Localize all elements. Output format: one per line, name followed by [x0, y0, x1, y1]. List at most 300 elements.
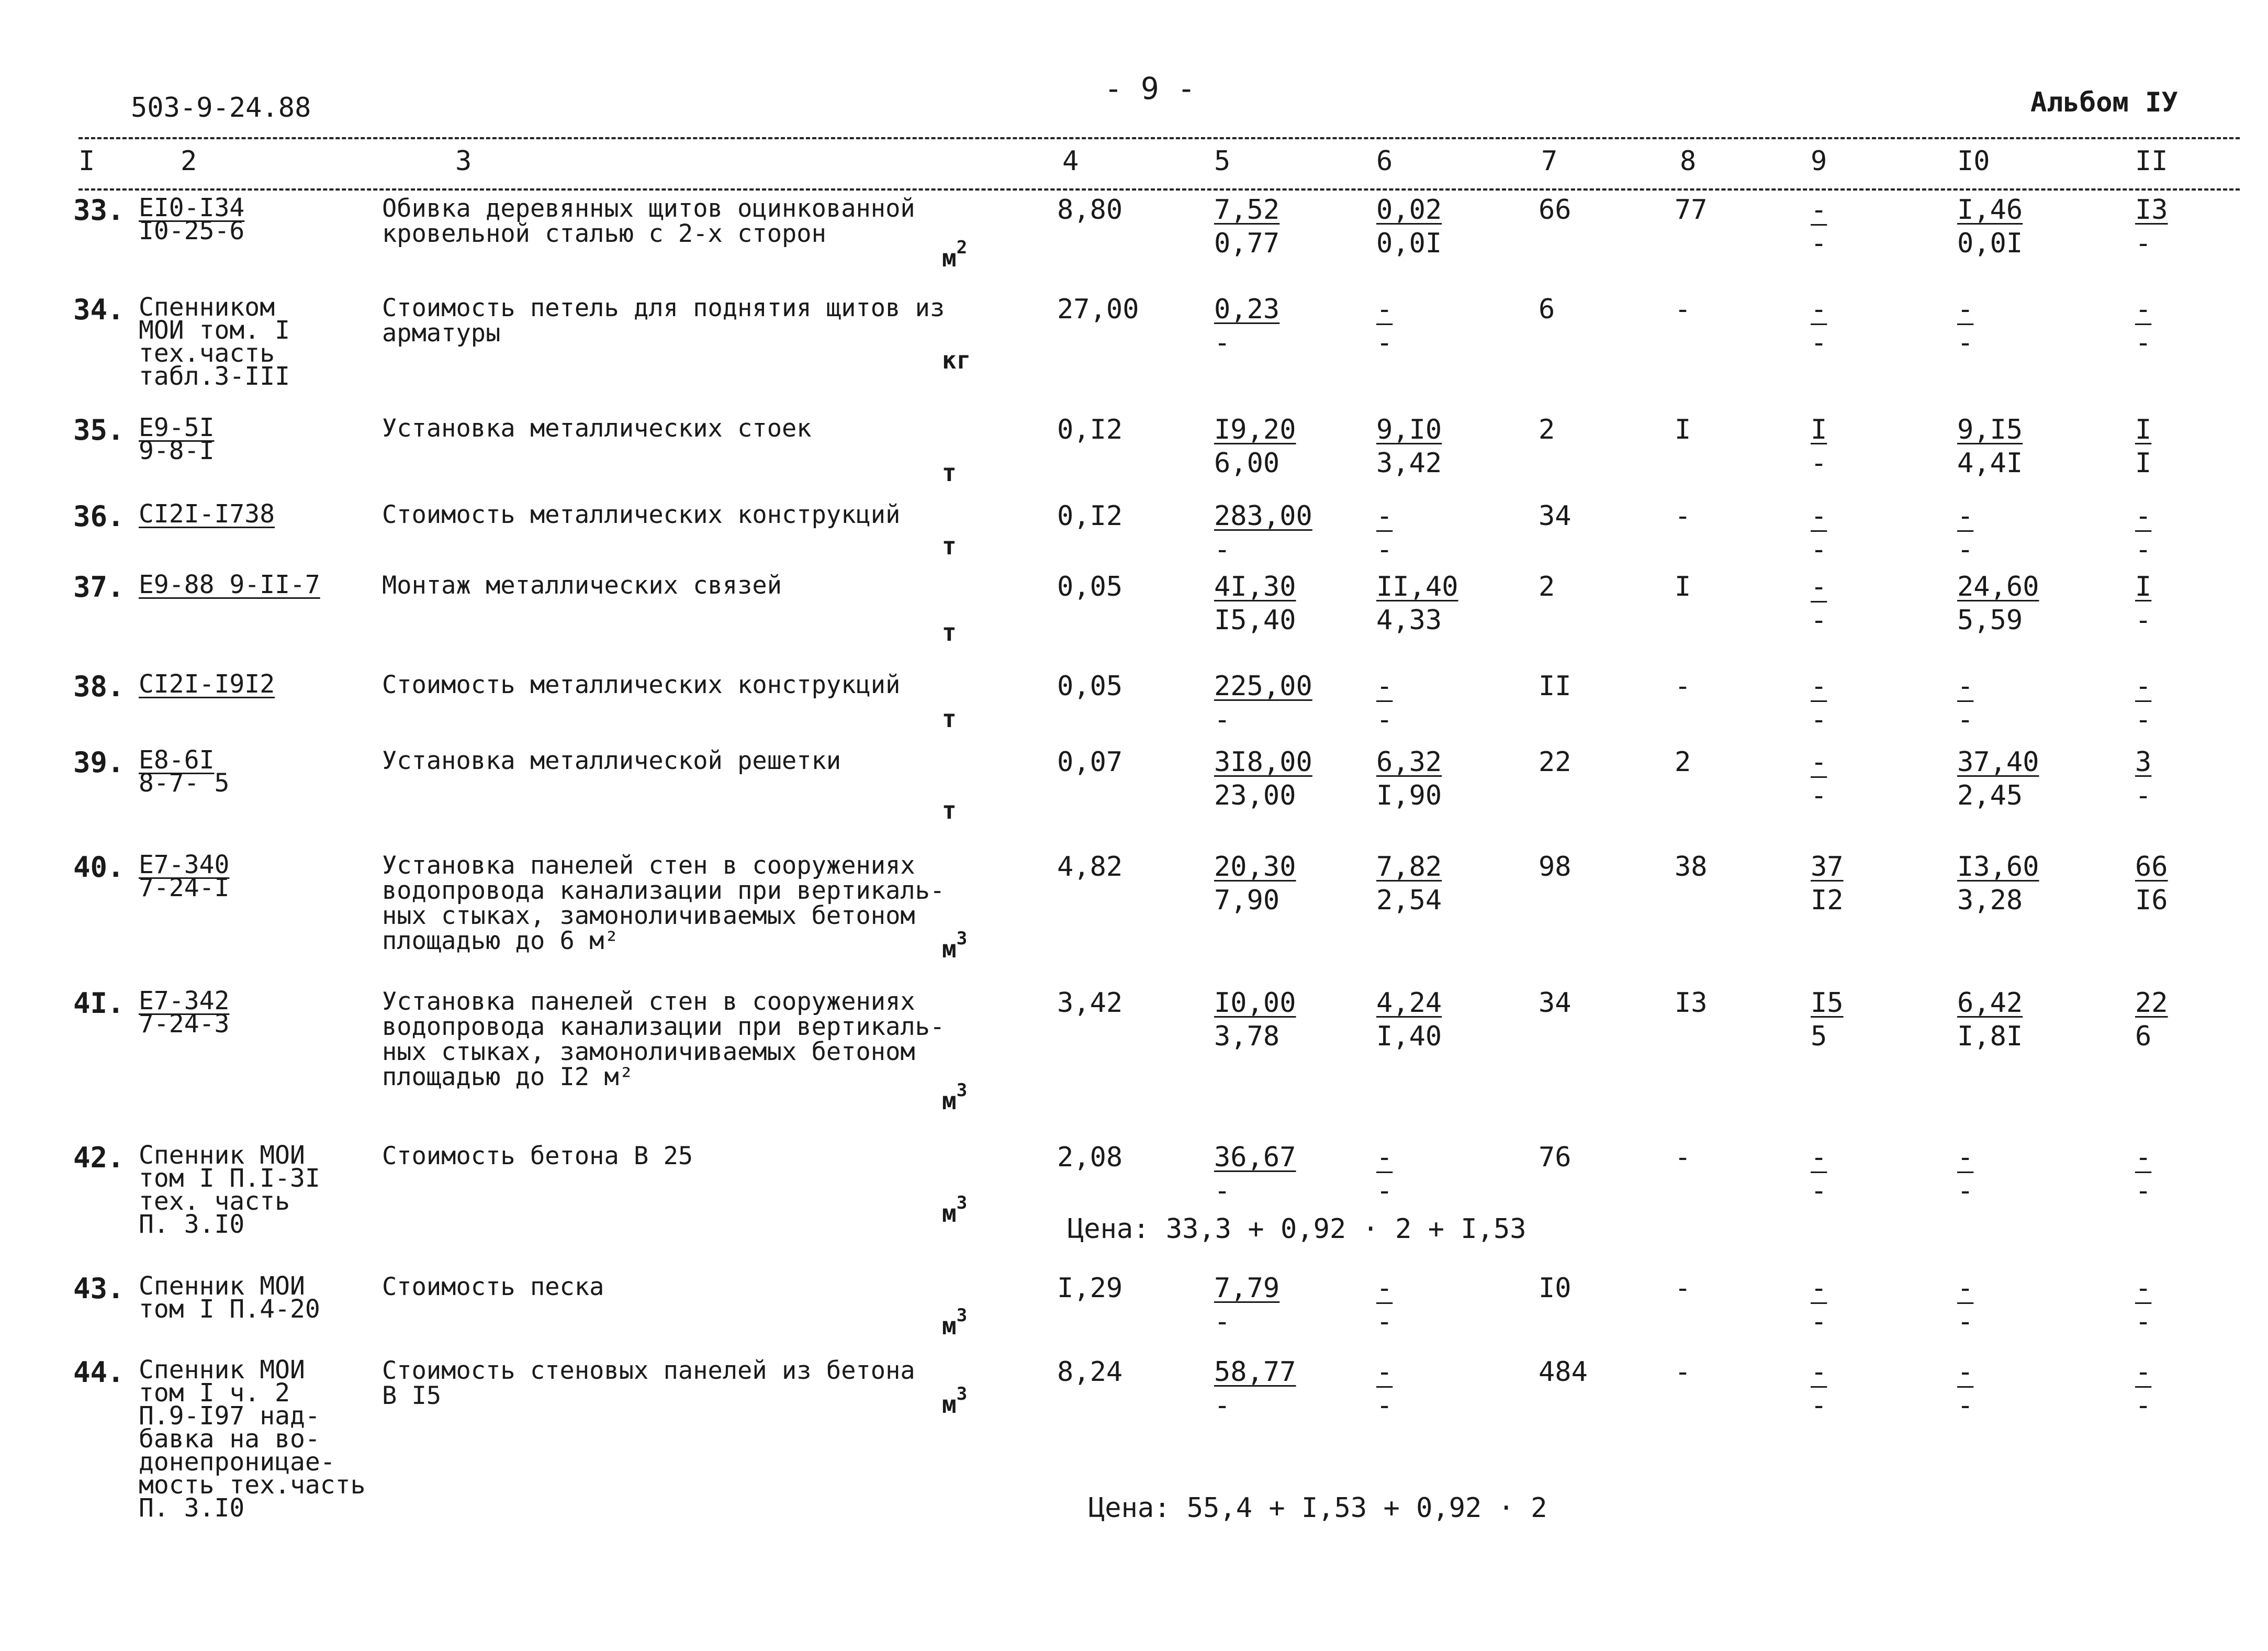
header-bottom-rule	[78, 188, 2240, 191]
row-36-col10-numerator: -	[1957, 500, 1974, 532]
row-43-col5-denominator: -	[1214, 1306, 1231, 1337]
row-42-code-line: тех. часть	[139, 1187, 290, 1216]
row-34-col10-denominator: -	[1957, 327, 1974, 359]
row-33-col6-numerator: 0,02	[1376, 194, 1442, 226]
row-44-code-line: мость тех.часть	[139, 1470, 366, 1500]
row-43-code-line: Спенник МОИ	[139, 1271, 305, 1301]
row-41-col11-denominator: 6	[2135, 1021, 2152, 1052]
row-39-unit-base: т	[942, 796, 957, 824]
row-44-col8: -	[1675, 1356, 1691, 1388]
row-36-col5	[1214, 499, 1312, 566]
row-33-unit	[942, 237, 968, 272]
row-37-col5-denominator: I5,40	[1214, 605, 1296, 636]
row-44-unit	[942, 1384, 968, 1419]
row-43-col11-numerator: -	[2135, 1273, 2152, 1304]
row-35-code	[139, 413, 215, 465]
row-35-unit	[942, 461, 957, 485]
album-label: Альбом IУ	[2030, 87, 2178, 118]
row-44-code-line: бавка на во-	[139, 1424, 320, 1454]
row-44-description-line: Стоимость стеновых панелей из бетона	[382, 1356, 915, 1385]
row-44-col10-denominator: -	[1957, 1390, 1974, 1421]
row-42-code-line: Спенник МОИ	[139, 1141, 305, 1170]
row-37-col10-numerator: 24,60	[1957, 571, 2039, 603]
row-39-col11-numerator: 3	[2135, 746, 2152, 778]
row-40-col5	[1214, 850, 1296, 917]
row-40-col9-denominator: I2	[1811, 885, 1844, 916]
column-heading-7: 7	[1541, 146, 1558, 177]
row-42-col9-denominator: -	[1811, 1175, 1827, 1207]
row-44-col10-numerator: -	[1957, 1356, 1974, 1388]
row-33-col8: 77	[1675, 194, 1708, 226]
row-38-col10-denominator: -	[1957, 704, 1974, 735]
price-note-row-42: Цена: 33,3 + 0,92 · 2 + I,53	[1068, 1213, 1526, 1245]
row-41-col9-numerator: I5	[1811, 987, 1844, 1019]
row-43-col10-denominator: -	[1957, 1306, 1974, 1337]
row-36-col5-numerator: 283,00	[1214, 500, 1312, 532]
row-34-col6	[1376, 293, 1393, 360]
row-33-code	[139, 193, 245, 246]
row-33-col9	[1811, 193, 1827, 260]
row-38-unit-base: т	[942, 705, 957, 733]
row-44-code-line: том I ч. 2	[139, 1378, 290, 1408]
row-41-code-line: 7-24-3	[139, 1009, 230, 1039]
row-41-col10-denominator: I,8I	[1957, 1021, 2023, 1052]
row-44-col11	[2135, 1355, 2151, 1422]
row-40-col10-denominator: 3,28	[1957, 885, 2023, 916]
row-38-col6-denominator: -	[1376, 704, 1393, 735]
row-41-col11	[2135, 986, 2168, 1053]
row-36-col7: 34	[1539, 500, 1571, 532]
row-36-col6-numerator: -	[1376, 500, 1393, 532]
row-37-unit-base: т	[942, 618, 957, 646]
row-41-col5-denominator: 3,78	[1214, 1021, 1280, 1052]
row-43-col8: -	[1675, 1273, 1691, 1304]
row-43-col4: I,29	[1057, 1273, 1123, 1304]
row-43-col6-denominator: -	[1376, 1306, 1393, 1337]
row-35-col6-denominator: 3,42	[1376, 448, 1442, 479]
row-39-col8: 2	[1675, 746, 1691, 778]
row-43-unit	[942, 1305, 968, 1340]
row-39-col4: 0,07	[1057, 746, 1123, 778]
row-43-col9-numerator: -	[1811, 1273, 1827, 1304]
row-35-col10	[1957, 413, 2023, 480]
row-36-col11-numerator: -	[2135, 500, 2152, 532]
row-41-description-line: ных стыках, замоноличиваемых бетоном	[382, 1038, 915, 1066]
row-41-col6-numerator: 4,24	[1376, 987, 1442, 1019]
row-36-code-line: CI2I-I738	[139, 499, 275, 529]
row-39-col10-numerator: 37,40	[1957, 746, 2039, 778]
row-34-code-line: Спенником	[139, 293, 275, 322]
row-41-col9-denominator: 5	[1811, 1021, 1827, 1052]
row-36-description-line: Стоимость металлических конструкций	[382, 500, 901, 529]
row-36-unit	[942, 534, 957, 558]
row-43-col10-numerator: -	[1957, 1273, 1974, 1304]
row-43-col5-numerator: 7,79	[1214, 1273, 1280, 1304]
row-42-col5-denominator: -	[1214, 1175, 1231, 1207]
row-35-col5-numerator: I9,20	[1214, 414, 1296, 445]
row-33-col5	[1214, 193, 1279, 260]
row-37-col10	[1957, 570, 2039, 637]
row-44-col7: 484	[1539, 1356, 1588, 1388]
row-44-code-line: П.9-I97 над-	[139, 1401, 320, 1431]
row-33-col4: 8,80	[1057, 194, 1123, 226]
row-34-unit	[942, 348, 971, 372]
row-38-col4: 0,05	[1057, 671, 1123, 702]
row-39-col9-numerator: -	[1811, 746, 1827, 778]
row-38-col5-denominator: -	[1214, 704, 1231, 735]
row-37-description	[382, 573, 782, 598]
row-33-col11-numerator: I3	[2135, 194, 2168, 226]
row-39-col5	[1214, 745, 1312, 812]
row-36-col9-denominator: -	[1811, 534, 1827, 565]
row-42-code	[139, 1141, 320, 1239]
row-35-col10-numerator: 9,I5	[1957, 414, 2023, 445]
row-37-col4: 0,05	[1057, 571, 1123, 603]
row-41-code-line: E7-342	[139, 986, 230, 1016]
row-37-col9-denominator: -	[1811, 605, 1827, 636]
row-33-col10-denominator: 0,0I	[1957, 228, 2023, 259]
row-39-col5-denominator: 23,00	[1214, 780, 1296, 811]
row-35-col5	[1214, 413, 1296, 480]
row-38-col5-numerator: 225,00	[1214, 671, 1312, 702]
row-42-col8: -	[1675, 1142, 1691, 1173]
row-40-unit	[942, 928, 968, 963]
row-40-code	[139, 850, 230, 902]
row-43-col11-denominator: -	[2135, 1306, 2152, 1337]
row-40-description-line: ных стыках, замоноличиваемых бетоном	[382, 901, 915, 930]
row-41-col8: I3	[1675, 987, 1708, 1019]
row-40-col8: 38	[1675, 851, 1708, 883]
row-44-col6-denominator: -	[1376, 1390, 1393, 1421]
row-33-col7: 66	[1539, 194, 1571, 226]
row-37-col11-denominator: -	[2135, 605, 2152, 636]
row-42-col10-numerator: -	[1957, 1142, 1974, 1173]
row-36-description	[382, 500, 901, 529]
row-38-col11-denominator: -	[2135, 704, 2152, 735]
row-39-col11-denominator: -	[2135, 780, 2152, 811]
row-44-col6-numerator: -	[1376, 1356, 1393, 1388]
row-34-description-line: арматуры	[382, 319, 501, 348]
row-42-col10	[1957, 1141, 1973, 1208]
row-39-code-line: E8-6I	[139, 745, 215, 775]
row-38-col10-numerator: -	[1957, 671, 1974, 702]
row-41-col10	[1957, 986, 2023, 1053]
row-44-col11-denominator: -	[2135, 1390, 2152, 1421]
price-note-row-44: Цена: 55,4 + I,53 + 0,92 · 2	[1088, 1492, 1547, 1524]
row-36-code	[139, 499, 275, 529]
row-42-col4: 2,08	[1057, 1142, 1123, 1173]
row-35-col9-numerator: I	[1811, 414, 1827, 445]
row-41-code	[139, 986, 230, 1039]
row-33-col10	[1957, 193, 2023, 260]
row-38-col10	[1957, 670, 1973, 737]
column-heading-9: 9	[1811, 146, 1827, 177]
row-40-code-line: 7-24-I	[139, 873, 230, 902]
row-44-unit-exponent: 3	[956, 1384, 968, 1404]
row-41-number: 4I.	[73, 987, 125, 1020]
row-43-unit-exponent: 3	[956, 1305, 968, 1326]
row-40-description-line: водопровода канализации при вертикаль-	[382, 876, 945, 905]
row-34-col7: 6	[1539, 294, 1555, 325]
row-44-col5-numerator: 58,77	[1214, 1356, 1296, 1388]
row-39-col10-denominator: 2,45	[1957, 780, 2023, 811]
row-36-unit-base: т	[942, 532, 957, 560]
row-43-col10	[1957, 1271, 1973, 1338]
row-40-description-line: Установка панелей стен в сооружениях	[382, 851, 915, 880]
row-41-unit-base: м	[942, 1087, 957, 1115]
row-44-col11-numerator: -	[2135, 1356, 2152, 1388]
column-heading-5: 5	[1214, 146, 1231, 177]
row-43-number: 43.	[73, 1272, 125, 1305]
row-40-description	[382, 853, 945, 954]
row-44-code	[139, 1355, 366, 1523]
row-42-col9	[1811, 1141, 1827, 1208]
row-35-code-line: 9-8-I	[139, 436, 215, 465]
row-34-col9-numerator: -	[1811, 294, 1827, 325]
row-40-col5-denominator: 7,90	[1214, 885, 1280, 916]
row-39-col10	[1957, 745, 2039, 812]
row-37-code-line: E9-88 9-II-7	[139, 570, 320, 599]
row-40-col9	[1811, 850, 1844, 917]
column-heading-10: I0	[1957, 146, 1990, 177]
row-43-col5	[1214, 1271, 1279, 1338]
row-39-code-line: 8-7- 5	[139, 768, 230, 798]
row-40-col9-numerator: 37	[1811, 851, 1844, 883]
row-44-col9-denominator: -	[1811, 1390, 1827, 1421]
row-41-col11-numerator: 22	[2135, 987, 2168, 1019]
row-41-description-line: водопровода канализации при вертикаль-	[382, 1012, 945, 1041]
row-37-col9-numerator: -	[1811, 571, 1827, 603]
row-38-col11-numerator: -	[2135, 671, 2152, 702]
row-38-number: 38.	[73, 670, 125, 703]
row-36-col4: 0,I2	[1057, 500, 1123, 532]
row-37-number: 37.	[73, 571, 125, 604]
row-39-col9	[1811, 745, 1827, 812]
row-44-code-line: П. 3.I0	[139, 1493, 245, 1523]
row-33-col6-denominator: 0,0I	[1376, 228, 1442, 259]
row-34-code	[139, 293, 290, 391]
row-37-col5-numerator: 4I,30	[1214, 571, 1296, 603]
row-38-col7: II	[1539, 671, 1571, 702]
row-39-col9-denominator: -	[1811, 780, 1827, 811]
row-44-col5-denominator: -	[1214, 1390, 1231, 1421]
row-43-code-line: том I П.4-20	[139, 1295, 320, 1324]
row-33-description	[382, 196, 915, 247]
row-35-col6-numerator: 9,I0	[1376, 414, 1442, 445]
row-38-col9-denominator: -	[1811, 704, 1827, 735]
row-40-col6-denominator: 2,54	[1376, 885, 1442, 916]
row-44-col4: 8,24	[1057, 1356, 1123, 1388]
row-38-code	[139, 670, 275, 699]
row-40-col10	[1957, 850, 2039, 917]
row-44-col9	[1811, 1355, 1827, 1422]
row-44-col9-numerator: -	[1811, 1356, 1827, 1388]
row-35-col9	[1811, 413, 1827, 480]
row-44-description	[382, 1358, 915, 1409]
row-34-code-line: табл.3-III	[139, 362, 290, 391]
row-34-code-line: МОИ том. I	[139, 316, 290, 345]
row-40-col10-numerator: I3,60	[1957, 851, 2039, 883]
row-33-col5-numerator: 7,52	[1214, 194, 1280, 226]
row-41-col5	[1214, 986, 1296, 1053]
row-41-description-line: Установка панелей стен в сооружениях	[382, 987, 915, 1016]
row-35-code-line: E9-5I	[139, 413, 215, 442]
row-37-col11-numerator: I	[2135, 571, 2152, 603]
row-42-col11-numerator: -	[2135, 1142, 2152, 1173]
row-41-description	[382, 989, 945, 1090]
row-42-col11	[2135, 1141, 2151, 1208]
row-38-col6-numerator: -	[1376, 671, 1393, 702]
page-number: - 9 -	[1104, 71, 1196, 106]
row-42-number: 42.	[73, 1141, 125, 1174]
row-36-col6	[1376, 499, 1393, 566]
row-34-description	[382, 296, 945, 346]
row-39-unit	[942, 798, 957, 822]
row-37-col7: 2	[1539, 571, 1555, 603]
row-33-col6	[1376, 193, 1442, 260]
column-heading-2: 2	[181, 146, 197, 177]
header-top-rule	[78, 137, 2240, 139]
row-42-col6-numerator: -	[1376, 1142, 1393, 1173]
row-38-col5	[1214, 670, 1312, 737]
row-34-col6-numerator: -	[1376, 294, 1393, 325]
row-39-description-line: Установка металлической решетки	[382, 746, 841, 775]
row-33-col9-numerator: -	[1811, 194, 1827, 226]
row-39-col6-denominator: I,90	[1376, 780, 1442, 811]
row-35-col11	[2135, 413, 2151, 480]
row-38-col6	[1376, 670, 1393, 737]
row-36-col10-denominator: -	[1957, 534, 1974, 565]
row-39-description	[382, 746, 841, 775]
row-35-col4: 0,I2	[1057, 414, 1123, 445]
column-heading-8: 8	[1680, 146, 1697, 177]
row-35-col9-denominator: -	[1811, 448, 1827, 479]
row-41-col6-denominator: I,40	[1376, 1021, 1442, 1052]
row-41-col5-numerator: I0,00	[1214, 987, 1296, 1019]
row-40-unit-base: м	[942, 935, 957, 963]
row-33-col5-denominator: 0,77	[1214, 228, 1280, 259]
row-43-col6-numerator: -	[1376, 1273, 1393, 1304]
row-34-col4: 27,00	[1057, 294, 1139, 325]
row-42-col10-denominator: -	[1957, 1175, 1974, 1207]
row-39-col7: 22	[1539, 746, 1571, 778]
row-41-col6	[1376, 986, 1442, 1053]
row-35-col7: 2	[1539, 414, 1555, 445]
row-35-col11-numerator: I	[2135, 414, 2152, 445]
row-37-col9	[1811, 570, 1827, 637]
row-38-col9-numerator: -	[1811, 671, 1827, 702]
row-36-col9	[1811, 499, 1827, 566]
row-36-col11-denominator: -	[2135, 534, 2152, 565]
row-40-col6	[1376, 850, 1442, 917]
row-44-code-line: Спенник МОИ	[139, 1355, 305, 1385]
row-41-col7: 34	[1539, 987, 1571, 1019]
column-heading-3: 3	[455, 146, 472, 177]
row-40-col11-numerator: 66	[2135, 851, 2168, 883]
row-33-code-line: I0-25-6	[139, 216, 245, 246]
row-43-col7: I0	[1539, 1273, 1571, 1304]
row-42-col9-numerator: -	[1811, 1142, 1827, 1173]
row-37-unit	[942, 620, 957, 644]
row-44-description-line: В I5	[382, 1381, 442, 1410]
row-33-col11	[2135, 193, 2168, 260]
row-34-col8: -	[1675, 294, 1691, 325]
row-40-unit-exponent: 3	[956, 928, 968, 949]
row-41-col9	[1811, 986, 1844, 1053]
row-38-code-line: CI2I-I9I2	[139, 670, 275, 699]
row-35-col11-denominator: I	[2135, 448, 2152, 479]
row-43-col11	[2135, 1271, 2151, 1338]
row-44-col6	[1376, 1355, 1393, 1422]
row-42-unit	[942, 1192, 968, 1228]
row-41-unit	[942, 1080, 968, 1115]
row-43-description-line: Стоимость песка	[382, 1273, 604, 1301]
row-34-code-line: тех.часть	[139, 339, 275, 368]
row-35-col5-denominator: 6,00	[1214, 448, 1280, 479]
row-33-description-line: Обивка деревянных щитов оцинкованной	[382, 194, 915, 223]
row-36-col11	[2135, 499, 2151, 566]
row-44-col5	[1214, 1355, 1296, 1422]
row-33-col9-denominator: -	[1811, 228, 1827, 259]
row-35-description	[382, 416, 812, 441]
column-heading-11: II	[2135, 146, 2168, 177]
row-40-col11	[2135, 850, 2168, 917]
row-33-unit-base: м	[942, 244, 957, 272]
row-34-col5-numerator: 0,23	[1214, 294, 1280, 325]
row-37-col11	[2135, 570, 2151, 637]
row-42-description	[382, 1144, 693, 1169]
row-35-number: 35.	[73, 414, 125, 447]
row-39-number: 39.	[73, 746, 125, 779]
row-39-code	[139, 745, 230, 798]
row-42-code-line: П. 3.I0	[139, 1210, 245, 1239]
column-heading-1: I	[78, 146, 95, 177]
row-42-col6	[1376, 1141, 1393, 1208]
row-42-col5-numerator: 36,67	[1214, 1142, 1296, 1173]
row-39-col6-numerator: 6,32	[1376, 746, 1442, 778]
row-37-col10-denominator: 5,59	[1957, 605, 2023, 636]
row-34-col11-numerator: -	[2135, 294, 2152, 325]
row-42-unit-exponent: 3	[956, 1192, 968, 1213]
row-34-col5	[1214, 293, 1279, 360]
row-33-unit-exponent: 2	[956, 237, 968, 258]
row-35-col8: I	[1675, 414, 1691, 445]
row-37-col6-numerator: II,40	[1376, 571, 1458, 603]
row-40-col11-denominator: I6	[2135, 885, 2168, 916]
row-40-code-line: E7-340	[139, 850, 230, 879]
row-37-code	[139, 570, 320, 599]
row-37-description-line: Монтаж металлических связей	[382, 571, 782, 600]
row-40-number: 40.	[73, 851, 125, 884]
row-37-col6-denominator: 4,33	[1376, 605, 1442, 636]
row-33-col11-denominator: -	[2135, 228, 2152, 259]
row-33-description-line: кровельной сталью с 2-х сторон	[382, 219, 826, 248]
row-42-col11-denominator: -	[2135, 1175, 2152, 1207]
row-34-col9	[1811, 293, 1827, 360]
row-36-col8: -	[1675, 500, 1691, 532]
row-33-number: 33.	[73, 194, 125, 227]
row-44-col10	[1957, 1355, 1973, 1422]
row-37-col6	[1376, 570, 1458, 637]
row-36-col10	[1957, 499, 1973, 566]
document-code: 503-9-24.88	[131, 92, 311, 124]
row-43-col9	[1811, 1271, 1827, 1338]
row-34-col10	[1957, 293, 1973, 360]
row-43-col9-denominator: -	[1811, 1306, 1827, 1337]
column-heading-4: 4	[1062, 146, 1079, 177]
row-43-col6	[1376, 1271, 1393, 1338]
row-40-col6-numerator: 7,82	[1376, 851, 1442, 883]
